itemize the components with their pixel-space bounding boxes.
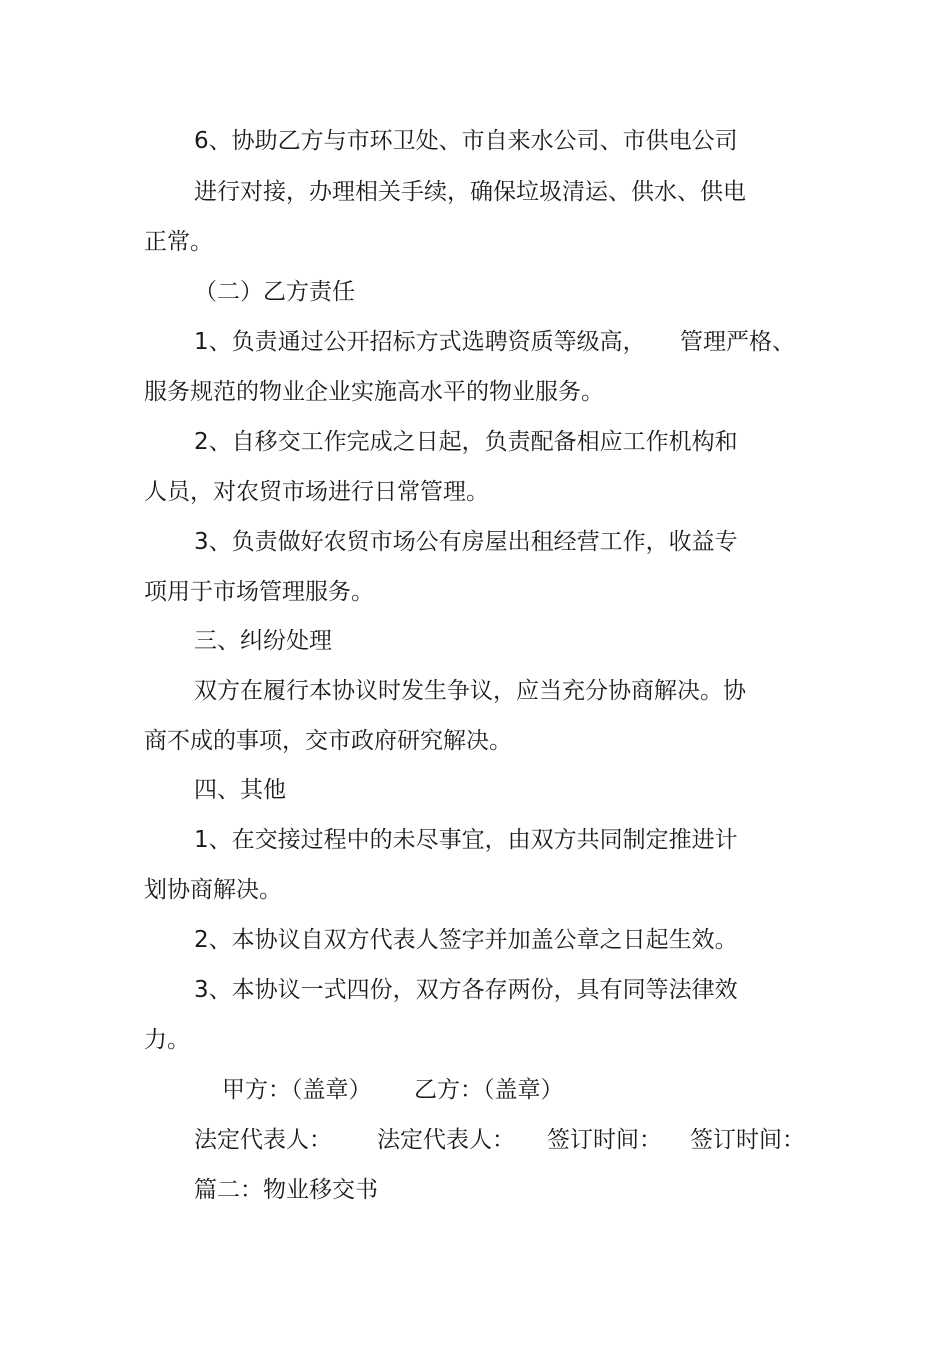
text-line: 力。 — [144, 1027, 190, 1053]
text-line: 3、负责做好农贸市场公有房屋出租经营工作，收益专 — [194, 529, 738, 555]
text-line: 1、负责通过公开招标方式选聘资质等级高， — [194, 329, 646, 355]
text-line: 2、本协议自双方代表人签字并加盖公章之日起生效。 — [194, 927, 738, 953]
section-heading: 四、其他 — [194, 777, 286, 803]
party-a-sign-date: 签订时间： — [547, 1127, 662, 1153]
text-line: 管理严格、 — [680, 329, 795, 355]
text-line: 2、自移交工作完成之日起，负责配备相应工作机构和 — [194, 429, 738, 455]
next-section-title: 篇二：物业移交书 — [194, 1177, 378, 1203]
text-line: 划协商解决。 — [144, 877, 282, 903]
text-line: 进行对接，办理相关手续，确保垃圾清运、供水、供电 — [194, 179, 746, 205]
text-line: 服务规范的物业企业实施高水平的物业服务。 — [144, 379, 604, 405]
text-line: 双方在履行本协议时发生争议，应当充分协商解决。协 — [194, 678, 746, 704]
party-b-representative: 法定代表人： — [377, 1127, 515, 1153]
text-line: 人员，对农贸市场进行日常管理。 — [144, 479, 489, 505]
party-b-sign-date: 签订时间： — [690, 1127, 805, 1153]
text-line: 项用于市场管理服务。 — [144, 579, 374, 605]
section-heading: 三、纠纷处理 — [194, 628, 332, 654]
text-line: 6、协助乙方与市环卫处、市自来水公司、市供电公司 — [194, 128, 738, 154]
party-a-representative: 法定代表人： — [194, 1127, 332, 1153]
section-heading: （二）乙方责任 — [194, 279, 355, 305]
party-a-seal: 甲方：（盖章） — [222, 1077, 372, 1103]
party-b-seal: 乙方：（盖章） — [414, 1077, 564, 1103]
text-line: 1、在交接过程中的未尽事宜，由双方共同制定推进计 — [194, 827, 738, 853]
text-line: 3、本协议一式四份，双方各存两份，具有同等法律效 — [194, 977, 738, 1003]
text-line: 商不成的事项，交市政府研究解决。 — [144, 728, 512, 754]
text-line: 正常。 — [144, 229, 213, 255]
